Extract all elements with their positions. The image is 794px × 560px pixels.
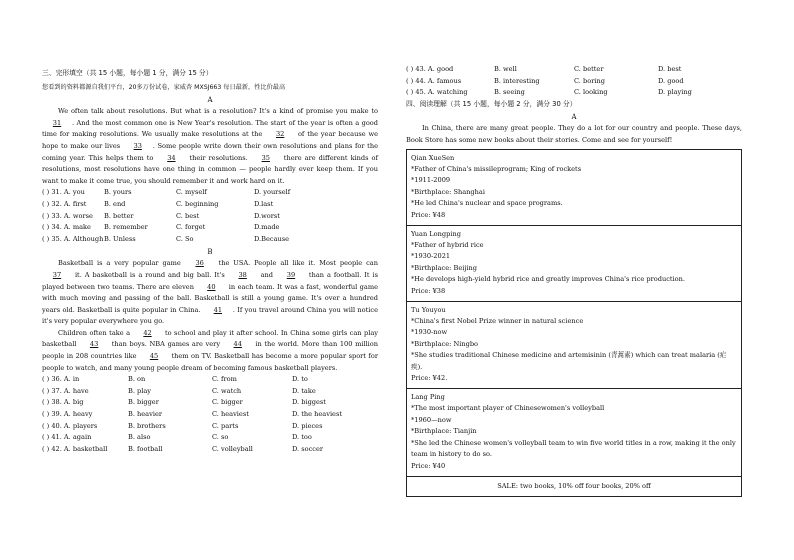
options-b [42, 374, 378, 455]
section3-title: 三、完形填空（共 15 小题，每小题 1 分，满分 15 分） [42, 69, 213, 77]
option-row-33[interactable]: ( ) 33. A. worse B. better C. best D.worst [42, 211, 280, 220]
blank-45[interactable]: 45 [149, 352, 159, 361]
blank-37[interactable]: 37 [52, 270, 62, 279]
book-price: Price: ¥40 [411, 462, 446, 471]
passage-a: We often talk about resolutions. But what is a resolution? It's a kind of promise you make to 31 . And the most common one is New Year's resolution. The start of the year is often a good time for making resolutions. We usually make resolutions at the 32 of the year because we hope to make our lives 33 . Some people write down their own resolutions and plans for the coming year. This helps them to 34 their resolutions. 35 there are different kinds of resolutions, most resolutions have one thing in common — people hardly ever keep them. If you want to make it come true, you should remember it and work hard on it. [42, 107, 378, 185]
section4-title: 四、阅读理解（共 15 小题，每小题 2 分，满分 30 分） [406, 99, 577, 108]
passage-b-para1: Basketball is a very popular game 36 the USA. People all like it. Most people can 37 it. A basketball is a round and big ball. It's 38 and 39 than a football. It is played between two teams. There are eleven 40 in each team. It was a fast, wonderful game with much moving and passing of the ball. Basketball is still a young game. It's over a hundred years old. Basketball is quite popular in China. 41 . If you travel around China you will notice it's very popular everywhere you go. [42, 259, 378, 326]
option-row-35[interactable]: ( ) 35. A. Although B. Unless C. So D.Because [42, 234, 290, 243]
blank-43[interactable]: 43 [89, 340, 99, 349]
option-row-37[interactable]: ( ) 37. A. have B. play C. watch D. take [42, 386, 316, 395]
book-title: Qian XueSen [411, 153, 455, 162]
book-price: Price: ¥48 [411, 210, 446, 219]
option-row-36[interactable]: ( ) 36. A. in B. on C. from D. to [42, 375, 308, 384]
right-column [406, 0, 742, 497]
book-price: Price: ¥38 [411, 286, 446, 295]
option-row-31[interactable]: ( ) 31. A. you B. yours C. myself D. yourself [42, 188, 291, 197]
sale-banner: SALE: two books, 10% off four books, 20% off [497, 481, 651, 490]
blank-39[interactable]: 39 [286, 270, 296, 279]
passage-b-para2: Children often take a 42 to school and play it after school. In China some girls can play basketball 43 than boys. NBA games are very 44 in the world. More than 100 million people in 208 countries like 45 them on TV. Basketball has become a more popular sport for people to watch, and many young people dream of becoming famous basketball players. [42, 328, 378, 372]
book-price: Price: ¥42. [411, 374, 448, 383]
option-row-42[interactable]: ( ) 42. A. basketball B. football C. volleyball D. soccer [42, 444, 324, 453]
book-card-yuan-longping: Yuan Longping *Father of hybrid rice *1930-2021 *Birthplace: Beijing *He develops high-yield hybrid rice and greatly improves China's rice production. Price: ¥38 [407, 226, 741, 302]
blank-40[interactable]: 40 [207, 282, 216, 291]
blank-32[interactable]: 32 [275, 130, 285, 139]
blank-31[interactable]: 31 [52, 118, 62, 127]
blank-44[interactable]: 44 [233, 340, 242, 349]
option-row-32[interactable]: ( ) 32. A. first B. end C. beginning D.last [42, 199, 274, 208]
options-continued [406, 64, 742, 99]
blank-33[interactable]: 33 [133, 141, 142, 150]
options-a [42, 187, 378, 245]
book-title: Lang Ping [411, 393, 445, 402]
option-row-34[interactable]: ( ) 34. A. make B. remember C. forget D.made [42, 223, 280, 232]
blank-38[interactable]: 38 [238, 270, 247, 279]
option-row-39[interactable]: ( ) 39. A. heavy B. heavier C. heaviest D. the heaviest [42, 410, 342, 419]
option-row-38[interactable]: ( ) 38. A. big B. bigger C. bigger D. biggest [42, 398, 326, 407]
book-table [406, 149, 742, 498]
section4-intro: In China, there are many great people. They do a lot for our country and people. These days, Book Store has some new books about their stories. Come and see for yourself! [406, 124, 742, 144]
book-card-qian-xuesen: Qian XueSen *Father of China's missileprogram; King of rockets *1911-2009 *Birthplace: Shanghai *He led China's nuclear and space programs. Price: ¥48 [407, 150, 741, 226]
blank-36[interactable]: 36 [195, 259, 204, 268]
book-title: Tu Youyou [411, 305, 446, 314]
left-column [42, 0, 378, 455]
blank-35[interactable]: 35 [261, 153, 270, 162]
option-row-43[interactable]: ( ) 43. A. good B. well C. better D. best [406, 65, 682, 73]
section4-passage-label: A [571, 113, 577, 122]
option-row-40[interactable]: ( ) 40. A. players B. brothers C. parts D. pieces [42, 421, 323, 430]
watermark-note: 您看到的资料都源自我们平台，20多万份试卷，家威杏 MXSJ663 每日最新，性比价最高 [42, 83, 286, 91]
book-title: Yuan Longping [411, 229, 461, 238]
option-row-41[interactable]: ( ) 41. A. again B. also C. so D. too [42, 433, 312, 442]
option-row-45[interactable]: ( ) 45. A. watching B. seeing C. looking D. playing [406, 88, 692, 97]
book-card-tu-youyou: Tu Youyou *China's first Nobel Prize winner in natural science *1930-now *Birthplace: Ningbo *She studies traditional Chinese medicine and artemisinin (青蒿素) which can treat malaria (疟疾). Price: ¥42. [407, 302, 741, 390]
passage-a-label: A [207, 96, 213, 105]
blank-42[interactable]: 42 [143, 328, 152, 337]
passage-b-label: B [207, 248, 213, 257]
book-card-lang-ping: Lang Ping *The most important player of Chinesewomen's volleyball *1960—now *Birthplace: Tianjin *She led the Chinese women's volleyball team to win five world titles in a row, making it the only team in history to do so. Price: ¥40 [407, 389, 741, 477]
blank-41[interactable]: 41 [213, 305, 223, 314]
blank-34[interactable]: 34 [167, 153, 176, 162]
option-row-44[interactable]: ( ) 44. A. famous B. interesting C. boring D. good [406, 76, 684, 85]
